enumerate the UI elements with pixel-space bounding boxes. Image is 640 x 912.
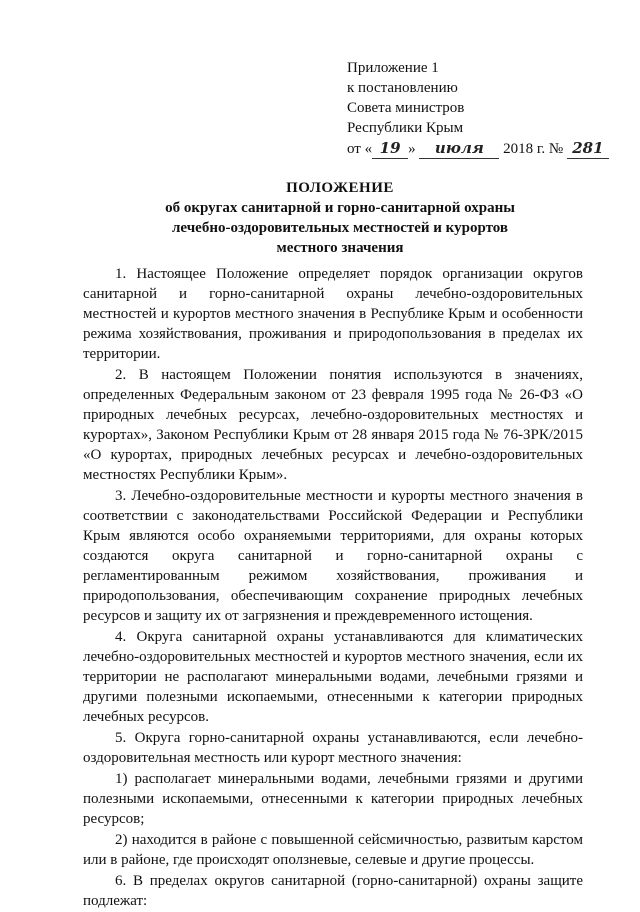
appendix-line-1: Приложение 1 xyxy=(347,60,439,76)
paragraph-1: 1. Настоящее Положение определяет порядок организации округов санитарной и горно-санитарной охраны лечебно-оздоровительных местностей и курортов местного значения в Республике Крым и особенности режима хозяйствования, проживания и природопользования в пределах их территории. xyxy=(83,266,583,362)
appendix-line-4: Республики Крым xyxy=(347,120,464,136)
handwritten-day: 19 xyxy=(372,138,408,159)
paragraph-5-item-2: 2) находится в районе с повышенной сейсмичностью, развитым карстом или в районе, где происходят оползневые, селевые и другие процессы. xyxy=(83,832,583,868)
date-close-quote: » xyxy=(408,141,416,157)
paragraph-6: 6. В пределах округов санитарной (горно-санитарной) охраны защите подлежат: xyxy=(83,873,583,909)
document-body xyxy=(83,264,583,912)
paragraph-5: 5. Округа горно-санитарной охраны устанавливаются, если лечебно-оздоровительная местность или курорт местного значения: xyxy=(83,730,583,766)
title-line-1: ПОЛОЖЕНИЕ xyxy=(286,180,394,196)
appendix-header xyxy=(347,58,617,159)
document-title xyxy=(60,178,620,258)
paragraph-4: 4. Округа санитарной охраны устанавливаются для климатических лечебно-оздоровительных местностей и курортов местного значения, если их территории не располагают минеральными водами, лечебными грязями и другими полезными ископаемыми, отнесенными к категории природных лечебных ресурсов. xyxy=(83,629,583,725)
paragraph-3: 3. Лечебно-оздоровительные местности и курорты местного значения в соответствии с законодательствами Российской Федерации и Республики Крым являются особо охраняемыми территориями, для охраны которых создаются округа санитарной и горно-санитарной охраны с регламентированным режимом хозяйствования, проживания и природопользования, обеспечивающим сохранение природных лечебных ресурсов и защиту их от загрязнения и преждевременного истощения. xyxy=(83,488,583,624)
date-prefix: от « xyxy=(347,141,373,157)
paragraph-5-item-1: 1) располагает минеральными водами, лечебными грязями и другими полезными ископаемыми, отнесенными к категории природных лечебных ресурсов; xyxy=(83,771,583,827)
handwritten-month: июля xyxy=(419,138,499,159)
title-line-2: об округах санитарной и горно-санитарной охраны xyxy=(165,200,515,216)
year-and-number-label: 2018 г. № xyxy=(503,141,564,157)
title-line-4: местного значения xyxy=(276,240,404,256)
handwritten-number: 281 xyxy=(567,138,609,159)
title-line-3: лечебно-оздоровительных местностей и курортов xyxy=(172,220,508,236)
appendix-line-2: к постановлению xyxy=(347,80,458,96)
appendix-date-line xyxy=(347,138,617,159)
appendix-line-3: Совета министров xyxy=(347,100,465,116)
paragraph-2: 2. В настоящем Положении понятия используются в значениях, определенных Федеральным законом от 23 февраля 1995 года № 26-ФЗ «О природных лечебных ресурсах, лечебно-оздоровительных местностях и курортах», Законом Республики Крым от 28 января 2015 года № 76-ЗРК/2015 «О курортах, природных лечебных ресурсах и лечебно-оздоровительных местностях Республики Крым». xyxy=(83,367,583,483)
